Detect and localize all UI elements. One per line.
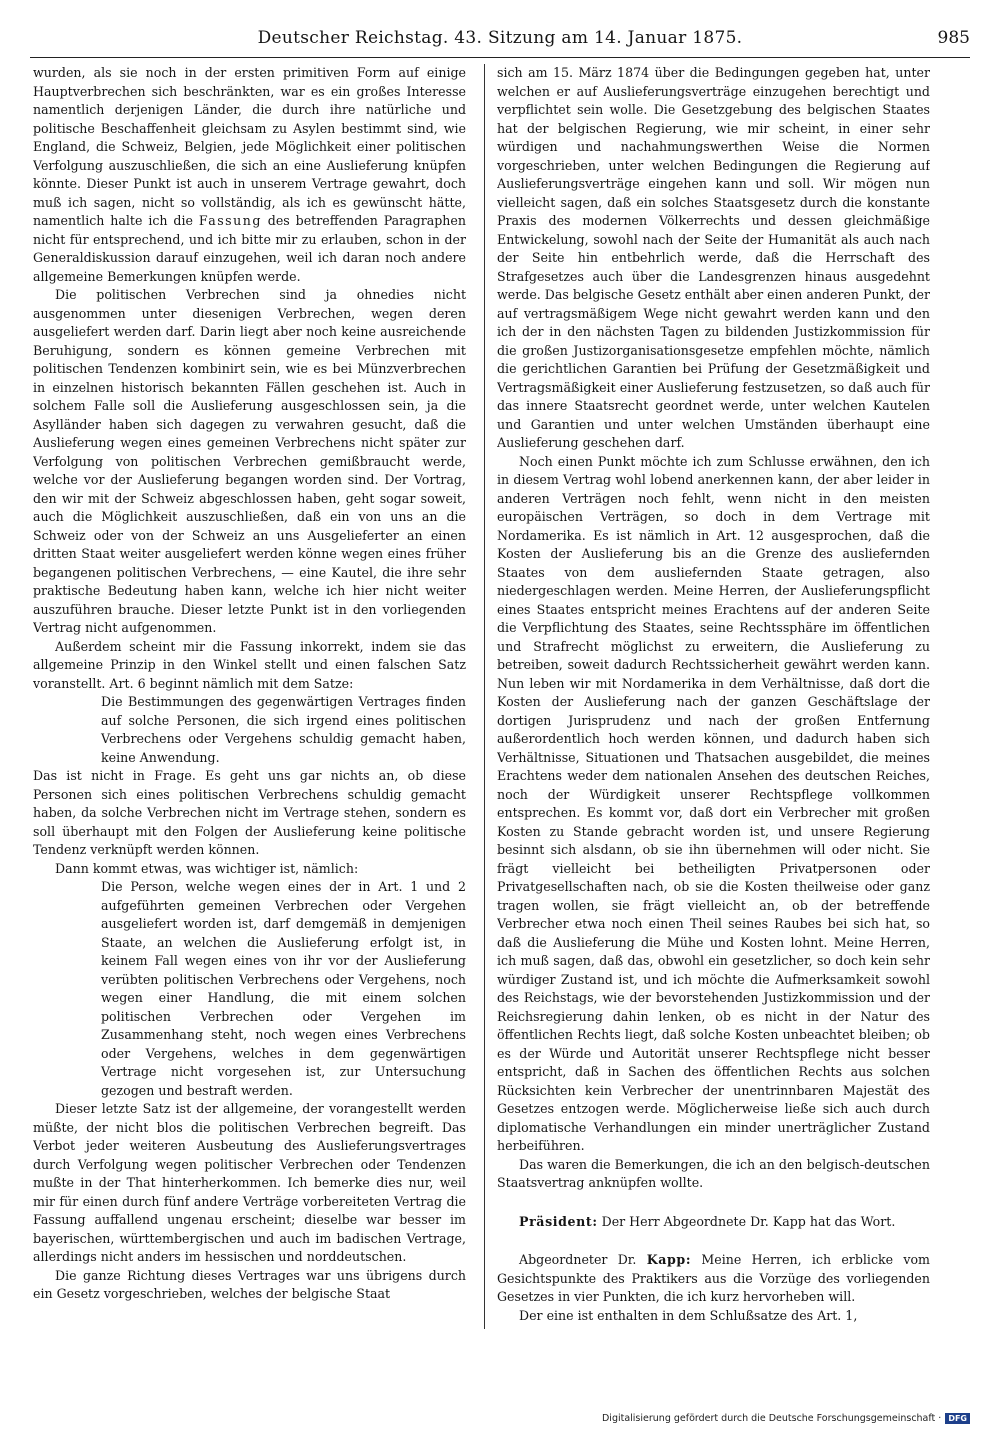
left-column bbox=[33, 64, 466, 1332]
paragraph: Die politischen Verbrechen sind ja ohnedies nicht ausgenommen unter diesenigen Verbrechen, wegen deren ausgeliefert werden darf. Darin liegt aber noch keine ausreichende Beruhigung, sondern es können gemeine Verbrechen mit politischen Tendenzen kombinirt sein, wie es bei Münzverbrechen in einzelnen historisch bekannten Fällen geschehen ist. Auch in solchem Falle soll die Auslieferung ausgeschlossen sein, ja die Asylländer haben sich dagegen zu verwahren gesucht, daß die Auslieferung wegen eines gemeinen Verbrechens nicht später zur Verfolgung von politischen Verbrechen gemißbraucht werde, welche vor der Auslieferung begangen worden sind. Der Vortrag, den wir mit der Schweiz abgeschlossen haben, geht sogar soweit, auch die Möglichkeit auszuschließen, daß ein von uns an die Schweiz oder von der Schweiz an uns Ausgelieferter an einen dritten Staat weiter ausgeliefert werden könne wegen eines früher begangenen politischen Verbrechens, — eine Kautel, die ihre sehr praktische Bedeutung haben kann, welche ich hier nicht weiter auszuführen brauche. Dieser letzte Punkt ist in den vorliegenden Vertrag nicht aufgenommen. bbox=[33, 287, 466, 635]
paragraph bbox=[33, 64, 466, 286]
paragraph: Das ist nicht in Frage. Es geht uns gar nichts an, ob diese Personen sich eines politischen Verbrechens schuldig gemacht haben, da solche Verbrechen nicht im Vertrage stehen, sondern es soll überhaupt mit den Folgen der Auslieferung keine politische Tendenz verknüpft werden können. bbox=[33, 768, 466, 857]
paragraph: Noch einen Punkt möchte ich zum Schlusse erwähnen, den ich in diesem Vertrag wohl lobend anerkennen kann, der aber leider in anderen Verträgen noch fehlt, wenn nicht in den meisten europäischen Verträgen, so doch in dem Vertrage mit Nordamerika. Es ist nämlich in Art. 12 ausgesprochen, daß die Kosten der Auslieferung bis an die Grenze des ausliefernden Staates von dem ausliefernden Staate getragen, also niedergeschlagen werden. Meine Herren, der Auslieferungspflicht eines Staates entspricht meines Erachtens auf der anderen Seite die Verpflichtung des Staates, seine Rechtssphäre im öffentlichen und Strafrecht möglichst zu erweitern, die Auslieferung zu betreiben, soweit dadurch Rechtssicherheit gewährt werden kann. Nun leben wir mit Nordamerika in dem Verhältnisse, daß dort die Kosten der Auslieferung nach der ganzen Geschäftslage der dortigen Jurisprudenz und nach der großen Entfernung außerordentlich hoch werden können, und dadurch haben sich Verhältnisse, Situationen und Thatsachen ausgebildet, die meines Erachtens weder dem nationalen Ansehen des deutschen Reiches, noch der Würdigkeit unserer Rechtspflege vollkommen entsprechen. Es kommt vor, daß dort ein Verbrecher mit großen Kosten zu Stande gebracht worden ist, und unsere Regierung besinnt sich alsdann, ob sie ihn übernehmen will oder nicht. Sie frägt vielleicht bei betheiligten Privatpersonen oder Privatgesellschaften nach, ob sie die Kosten theilweise oder ganz tragen wollen, sie frägt vielleicht an, ob der betreffende Verbrecher etwa noch einen Theil seines Raubes bei sich hat, so daß die Auslieferung die Mühe und Kosten lohnt. Meine Herren, ich muß sagen, daß das, obwohl ein gesetzlicher, so doch kein sehr würdiger Zustand ist, und ich möchte die Aufmerksamkeit sowohl des Reichstags, wie der bevorstehenden Justizkommission und der Reichsregierung dahin lenken, ob es nicht in der Natur des öffentlichen Rechts liegt, daß solche Kosten unbeachtet bleiben; ob es der Würde und Autorität unserer Rechtspflege nicht besser entspricht, daß in Sachen des öffentlichen Rechts aus solchen Rücksichten kein Verbrecher der unentrinnbaren Majestät des Gesetzes entzogen werde. Möglicherweise ließe sich auch durch diplomatische Verhandlungen ein minder unerträglicher Zustand herbeiführen. bbox=[497, 453, 930, 1153]
speaker-name: Kapp: bbox=[646, 1252, 692, 1267]
quotation: Die Bestimmungen des gegenwärtigen Vertrages finden auf solche Personen, die sich irgend eines politischen Verbrechens oder Vergehens schuldig gemacht haben, keine Anwendung. bbox=[101, 694, 466, 765]
running-title: Deutscher Reichstag. 43. Sitzung am 14. Januar 1875. bbox=[257, 28, 743, 48]
right-column bbox=[497, 64, 930, 1332]
dfg-logo: DFG bbox=[945, 1413, 970, 1424]
paragraph-text: des betreffenden Paragraphen nicht für entsprechend, und ich bitte mir zu erlauben, schon in der Generaldiskussion darauf einzugehen, weil ich daran noch andere allgemeine Bemerkungen knüpfen werde. bbox=[33, 213, 466, 284]
spacer bbox=[497, 1231, 930, 1251]
paragraph-text: wurden, als sie noch in der ersten primitiven Form auf einige Hauptverbrechen sich beschränkten, war es ein großes Interesse namentlich derjenigen Länder, die durch ihre natürliche und politische Beschaffenheit gleichsam zu Asylen bestimmt sind, wie England, die Schweiz, Belgien, jede Möglichkeit einer politischen Verfolgung auszuschließen, die sich an eine Auslieferung knüpfen könnte. Dieser Punkt ist auch in unserem Vertrage gewahrt, doch muß ich sagen, nicht so vollständig, als ich es gewünscht hätte, namentlich halte ich die bbox=[33, 65, 466, 228]
paragraph: Die ganze Richtung dieses Vertrages war uns übrigens durch ein Gesetz vorgeschrieben, welches der belgische Staat bbox=[33, 1267, 466, 1301]
paragraph: sich am 15. März 1874 über die Bedingungen gegeben hat, unter welchen er auf Auslieferungsverträge einzugehen berechtigt und verpflichtet sein wolle. Die Gesetzgebung des belgischen Staates hat der belgischen Regierung, wie mir scheint, in einer sehr würdigen und nachahmungswerthen Weise die Normen vorgeschrieben, unter welchen Bedingungen die Regierung auf Auslieferungsverträge eingehen kann und soll. Wir mögen nun vielleicht sagen, daß ein solches Staatsgesetz durch die konstante Praxis des modernen Völkerrechts und dessen gleichmäßige Entwickelung, sowohl nach der Seite der Humanität als auch nach der Seite hin entbehrlich werde, daß die Herrschaft des Strafgesetzes auch über die Landesgrenzen hinaus ausgedehnt werde. Das belgische Gesetz enthält aber einen anderen Punkt, der auf vertragsmäßigem Wege nicht gewahrt werden kann und den ich der in den nächsten Tagen zu bildenden Justizkommission für die großen Justizorganisationsgesetze empfehlen möchte, nämlich die gerichtlichen Garantien bei Prüfung der Gesetzmäßigkeit und Vertragsmäßigkeit einer Auslieferung festzusetzen, so daß auch für das innere Staatsrecht geordnet werde, unter welchen Kautelen und Garantien und unter welchen Umständen überhaupt eine Auslieferung geschehen darf. bbox=[497, 65, 930, 450]
quotation: Die Person, welche wegen eines der in Art. 1 und 2 aufgeführten gemeinen Verbrechen oder Vergehen ausgeliefert worden ist, darf demgemäß in demjenigen Staate, an welchen die Auslieferung erfolgt ist, in keinem Fall wegen eines von ihr vor der Auslieferung verübten politischen Verbrechens oder Vergehens, noch wegen einer Handlung, die mit einem solchen politischen Verbrechen oder Vergehen im Zusammenhang steht, noch wegen eines Verbrechens oder Vergehens, welches in dem gegenwärtigen Vertrage nicht vorgesehen ist, zur Untersuchung gezogen und bestraft werden. bbox=[101, 879, 466, 1098]
speaker-intro: Abgeordneter Dr. bbox=[519, 1252, 637, 1267]
digitization-footer bbox=[602, 1413, 970, 1424]
column-divider bbox=[484, 64, 485, 1329]
spaced-emphasis: Fassung bbox=[198, 213, 262, 228]
page-number: 985 bbox=[937, 28, 970, 48]
header-rule bbox=[30, 57, 970, 58]
paragraph: Dann kommt etwas, was wichtiger ist, nämlich: bbox=[55, 860, 359, 876]
paragraph: Das waren die Bemerkungen, die ich an den belgisch-deutschen Staatsvertrag anknüpfen wollte. bbox=[497, 1156, 930, 1190]
footer-credit: Digitalisierung gefördert durch die Deutsche Forschungsgemeinschaft · bbox=[601, 1413, 942, 1424]
spacer bbox=[497, 1193, 930, 1213]
paragraph-text: Meine Herren, ich erblicke vom Gesichtspunkte des Praktikers aus die Vorzüge des vorliegenden Gesetzes in vier Punkten, die ich kurz hervorheben will. bbox=[497, 1252, 930, 1304]
page-header bbox=[30, 28, 970, 54]
paragraph: Außerdem scheint mir die Fassung inkorrekt, indem sie das allgemeine Prinzip in den Winkel stellt und einen falschen Satz voranstellt. Art. 6 beginnt nämlich mit dem Satze: bbox=[33, 638, 466, 691]
speech-opening bbox=[497, 1251, 930, 1307]
paragraph: Der eine ist enthalten in dem Schlußsatze des Art. 1, bbox=[519, 1307, 858, 1323]
president-remark bbox=[497, 1213, 930, 1232]
paragraph-text: Der Herr Abgeordnete Dr. Kapp hat das Wort. bbox=[601, 1213, 896, 1229]
paragraph: Dieser letzte Satz ist der allgemeine, der vorangestellt werden müßte, der nicht blos die politischen Verbrechen begreift. Das Verbot jeder weiteren Ausbeutung des Auslieferungsvertrages durch Verfolgung wegen politischer Verbrechen oder Tendenzen mußte in der That hinterherkommen. Ich bemerke dies nur, weil mir für einen durch fünf andere Verträge vorbereiteten Vertrag die Fassung auffallend ungenau erscheint; dieselbe war besser im bayerischen, württembergischen und auch im badischen Vertrage, allerdings nicht anders im hessischen und norddeutschen. bbox=[33, 1101, 466, 1264]
speaker-label: Präsident: bbox=[519, 1213, 598, 1229]
